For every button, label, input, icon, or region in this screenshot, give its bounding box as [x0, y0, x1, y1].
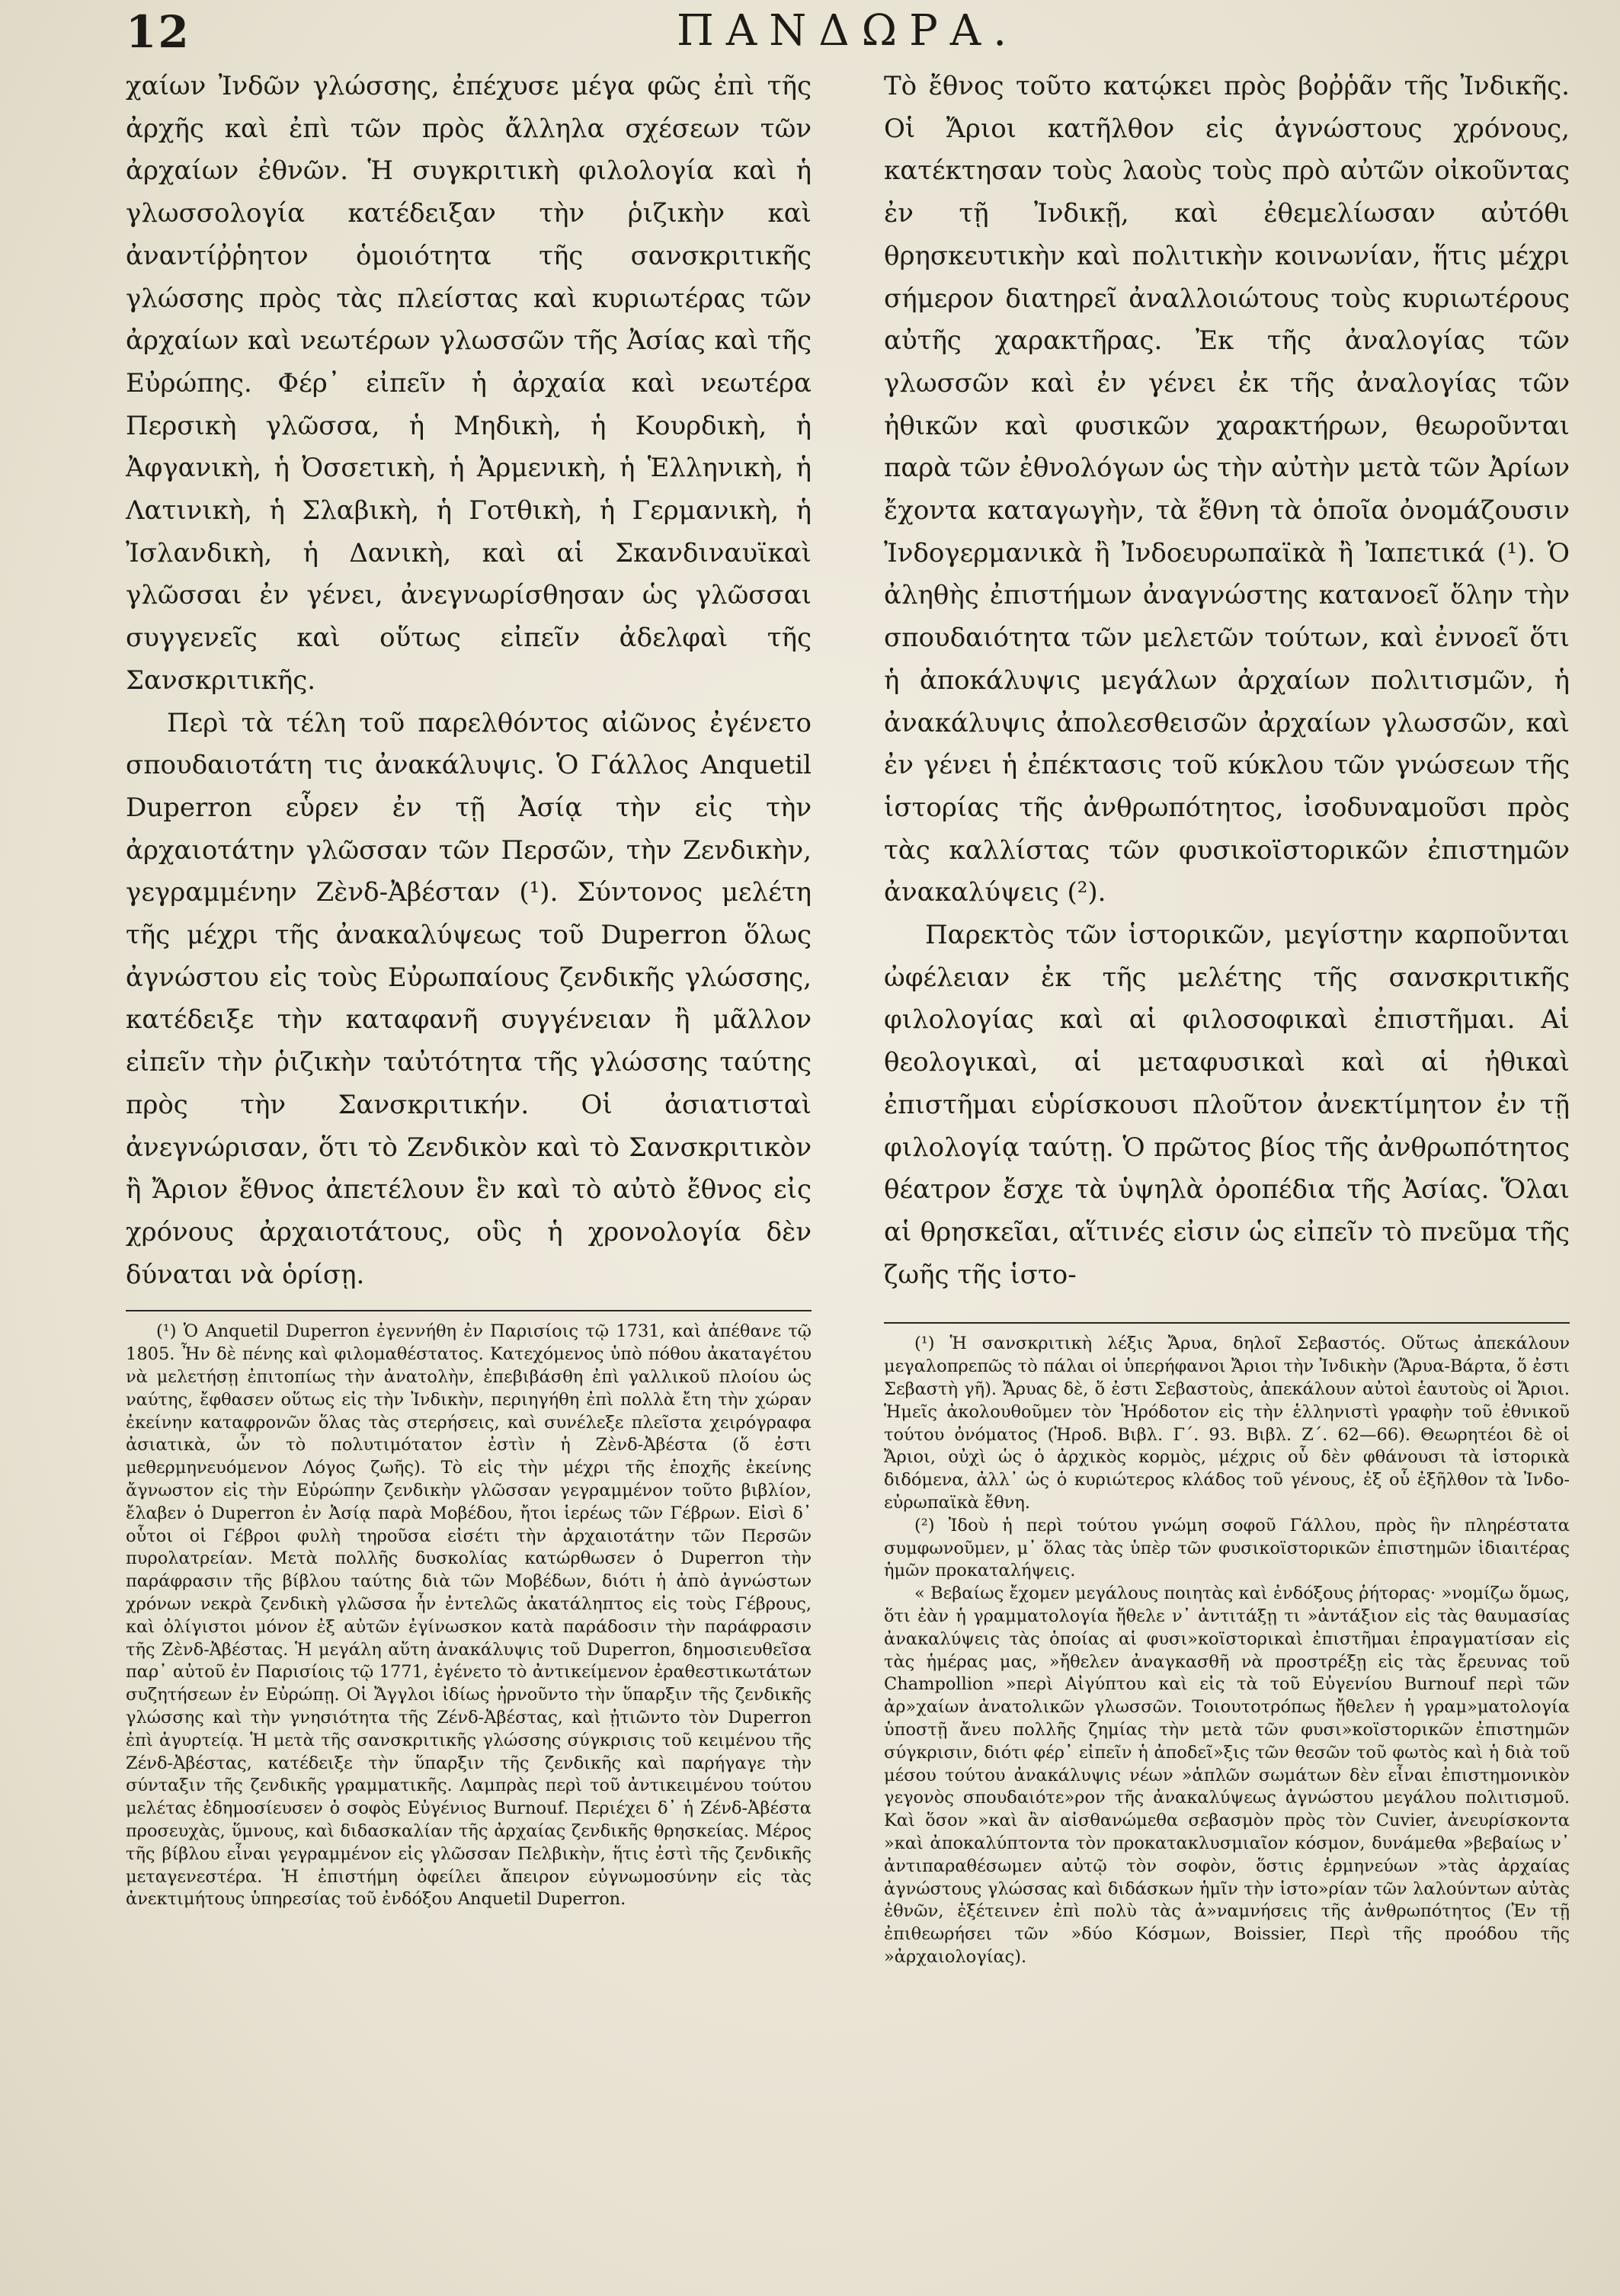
footnote-rule-right — [884, 1322, 1570, 1324]
right-footnotes — [884, 1333, 1570, 1968]
right-footnote-2: (²) Ἰδοὺ ἡ περὶ τούτου γνώμη σοφοῦ Γάλλου, πρὸς ἣν πληρέστατα συμφωνοῦμεν, μ᾽ ὅλας τὰς ὑπὲρ τῶν φυσικοϊστορικῶν ἐπιστημῶν ἰδιαιτέρας ἡμῶν προκαταλήψεις. — [884, 1515, 1570, 1581]
left-paragraph-2: Περὶ τὰ τέλη τοῦ παρελθόντος αἰῶνος ἐγένετο σπουδαιοτάτη τις ἀνακάλυψις. Ὁ Γάλλος Anquetil Duperron εὗρεν ἐν τῇ Ἀσίᾳ τὴν εἰς τὴν ἀρχαιοτάτην γλῶσσαν τῶν Περσῶν, τὴν Ζενδικὴν, γεγραμμένην Ζὲνδ-Ἀβέσταν (¹). Σύντονος μελέτη τῆς μέχρι τῆς ἀνακαλύψεως τοῦ Duperron ὅλως ἀγνώστου εἰς τοὺς Εὐρωπαίους ζενδικῆς γλώσσης, κατέδειξε τὴν καταφανῆ συγγένειαν ἢ μᾶλλον εἰπεῖν τὴν ῥιζικὴν ταὐτότητα τῆς γλώσσης ταύτης πρὸς τὴν Σανσκριτικήν. Οἱ ἀσιατισταὶ ἀνεγνώρισαν, ὅτι τὸ Ζενδικὸν καὶ τὸ Σανσκριτικὸν ἢ Ἄριον ἔθνος ἀπετέλουν ἓν καὶ τὸ αὐτὸ ἔθνος εἰς χρόνους ἀρχαιοτάτους, οὓς ἡ χρονολογία δὲν δύναται νὰ ὁρίσῃ. — [126, 707, 812, 1290]
footnote-rule-left — [126, 1310, 812, 1311]
right-footnote-quote: « Βεβαίως ἔχομεν μεγάλους ποιητὰς καὶ ἐνδόξους ῥήτορας· »νομίζω ὅμως, ὅτι ἐὰν ἡ γραμματολογία ἤθελε ν᾽ ἀντιτάξῃ τι »ἀντάξιον εἰς τὰς θαυμασίας ἀνακαλύψεις τὰς ὁποίας αἱ φυσι»κοϊστορικαὶ ἐπιστῆμαι ἐπραγματίσαν εἰς τὰς ἡμέρας μας, »ἤθελεν ἀναγκασθῆ νὰ προστρέξῃ εἰς τὰς ἔρευνας τοῦ Champollion »περὶ Αἰγύπτου καὶ εἰς τὰ τοῦ Εὐγενίου Burnouf περὶ τῶν ἀρ»χαίων ἀνατολικῶν γλωσσῶν. Τοιουτοτρόπως ἤθελεν ἡ γραμ»ματολογία ὑποστῇ ἄνευ πολλῆς ζημίας τὴν μετὰ τῶν φυσι»κοϊστορικῶν ἐπιστημῶν σύγκρισιν, διότι φέρ᾽ εἰπεῖν ἡ ἀποδεῖ»ξις τῶν θεσῶν τοῦ φωτὸς καὶ ἡ διὰ τοῦ μέσου τούτου ἀνακάλυψις νέων »ἁπλῶν σωμάτων δὲν εἶναι ἐπιστημονικὸν γεγονὸς σπουδαιότε»ρον τῆς ἀνακαλύψεως ἀγνώστου μεγάλου πολιτισμοῦ. Καὶ ὅσον »καὶ ἂν αἰσθανώμεθα σεβασμὸν πρὸς τὸν Cuvier, ἀνευρίσκοντα »καὶ ἀποκαλύπτοντα τὸν προκατακλυσμιαῖον κόσμον, δυνάμεθα »βεβαίως ν᾽ ἀντιπαραθέσωμεν αὐτῷ τὸν σοφὸν, ὅστις ἑρμηνεύων »τὰς ἀρχαίας ἀγνώστους γλώσσας καὶ διδάσκων ἡμῖν τὴν ἱστο»ρίαν τῶν λαλούντων αὐτὰς ἐθνῶν, ἐξέτεινεν ἐπὶ πολὺ τὰς ἀ»ναμνήσεις τῆς ἀνθρωπότητος (Ἐν τῇ ἐπιθεωρήσει τῶν »δύο Κόσμων, Boissier, Περὶ τῆς προόδου τῆς »ἀρχαιολογίας). — [884, 1584, 1570, 1967]
right-footnote-1: (¹) Ἡ σανσκριτικὴ λέξις Ἄρυα, δηλοῖ Σεβαστός. Οὕτως ἀπεκάλουν μεγαλοπρεπῶς τὸ πάλαι οἱ ὑπερήφανοι Ἄριοι τὴν Ἰνδικὴν (Ἄρυα-Βάρτα, ὅ ἐστι Σεβαστὴ γῆ). Ἄρυας δὲ, ὅ ἐστι Σεβαστοὺς, ἀπεκάλουν αὐτοὶ ἑαυτοὺς οἱ Ἄριοι. Ἡμεῖς ἀκολουθοῦμεν τὸν Ἡρόδοτον εἰς τὴν ἑλληνιστὶ γραφὴν τοῦ ἐθνικοῦ τούτου ὀνόματος (Ἡροδ. Βιβλ. Γ΄. 93. Βιβλ. Ζ΄. 62—66). Θεωρητέοι δὲ οἱ Ἄριοι, οὐχὶ ὡς ὁ ἀρχικὸς κορμὸς, μέχρις οὗ δὲν φθάνουσι τὰ ἱστορικὰ διδόμενα, ἀλλ᾽ ὡς ὁ κυριώτερος κλάδος τοῦ γένους, ἐξ οὗ ἐξῆλθον τὰ Ἰνδο-εὐρωπαϊκὰ ἔθνη. — [884, 1334, 1570, 1513]
running-title: ΠΑΝΔΩΡΑ. — [676, 6, 1020, 56]
page-number: 12 — [126, 6, 190, 58]
left-footnote-1: (¹) Ὁ Anquetil Duperron ἐγεννήθη ἐν Παρισίοις τῷ 1731, καὶ ἀπέθανε τῷ 1805. Ἦν δὲ πένης καὶ φιλομαθέστατος. Κατεχόμενος ὑπὸ πόθου ἀκαταγέτου νὰ μελετήσῃ ἐπιτοπίως τὴν ἀνατολὴν, ἐπεβιβάσθη ἐπὶ γαλλικοῦ πλοίου ὡς ναύτης, ἔφθασεν οὕτως εἰς τὴν Ἰνδικὴν, περιηγήθη ἐπὶ πολλὰ ἔτη τὴν χώραν ἐκείνην καταφρονῶν ὅλας τὰς στερήσεις, καὶ συνέλεξε πλεῖστα χειρόγραφα ἀσιατικὰ, ὧν τὸ πολυτιμότατον ἐστὶν ἡ Ζὲνδ-Ἀβέστα (ὅ ἐστι μεθερμηνευόμενον Λόγος ζωῆς). Τὸ εἰς τὴν μέχρι τῆς ἐποχῆς ἐκείνης ἄγνωστον εἰς τὴν Εὐρώπην ζενδικὴν γλῶσσαν γεγραμμένον τοῦτο βιβλίον, ἔλαβεν ὁ Duperron ἐν Ἀσίᾳ παρὰ Μοβέδου, ἤτοι ἱερέως τῶν Γέβρων. Εἰσὶ δ᾽ οὗτοι οἱ Γέβροι φυλὴ τηροῦσα εἰσέτι τὴν ἀρχαιοτάτην τῶν Περσῶν πυρολατρείαν. Μετὰ πολλῆς δυσκολίας κατώρθωσεν ὁ Duperron τὴν παράφρασιν τῆς βίβλου ταύτης διὰ τῶν Μοβέδων, διότι ἡ ἀπὸ ἀγνώστων χρόνων νεκρὰ ζενδικὴ γλῶσσα ἦν ἐντελῶς ἀκατάληπτος εἰς τοὺς Γέβρους, καὶ ὀλίγιστοι μόνον ἐξ αὐτῶν ἐγίνωσκον κατὰ παράδοσιν τὴν παράφρασιν τῆς Ζὲνδ-Ἀβέστας. Ἡ μεγάλη αὕτη ἀνακάλυψις τοῦ Duperron, δημοσιευθεῖσα παρ᾽ αὐτοῦ ἐν Παρισίοις τῷ 1771, ἐγένετο τὸ ἀντικείμενον ἐραθεστικωτάτων συζητήσεων ἐν Εὐρώπῃ. Οἱ Ἄγγλοι ἰδίως ἠρνοῦντο τὴν ὕπαρξιν τῆς ζενδικῆς γλώσσης καὶ τὴν γνησιότητα τῆς Ζένδ-Ἀβέστας, καὶ ᾐτιῶντο τὸν Duperron ἐπὶ ἀγυρτείᾳ. Ἡ μετὰ τῆς σανσκριτικῆς γλώσσης σύγκρισις τοῦ κειμένου τῆς Ζένδ-Ἀβέστας, κατέδειξε τὴν ὕπαρξιν τῆς ζενδικῆς καὶ παρήγαγε τὴν σύνταξιν τῆς ζενδικῆς γραμματικῆς. Λαμπρὰς περὶ τοῦ ἀντικειμένου τούτου μελέτας ἐδημοσίευσεν ὁ σοφὸς Εὐγένιος Burnouf. Περιέχει δ᾽ ἡ Ζένδ-Ἀβέστα προσευχὰς, ὕμνους, καὶ διδασκαλίαν τῆς ἀρχαίας ζενδικῆς θρησκείας. Μέρος τῆς βίβλου εἶναι γεγραμμένον εἰς γλῶσσαν Πελβικὴν, ἥτις ἐστὶ τῆς ζενδικῆς μεταγενεστέρα. Ἡ ἐπιστήμη ὀφείλει ἄπειρον εὐγνωμοσύνην εἰς τὰς ἀνεκτιμήτους ὑπηρεσίας τοῦ ἐνδόξου Anquetil Duperron. — [126, 1321, 812, 1910]
left-column — [126, 66, 812, 1911]
right-column — [884, 66, 1570, 1969]
left-body-text — [126, 66, 812, 1296]
right-paragraph-1: Τὸ ἔθνος τοῦτο κατῴκει πρὸς βοῤῥᾶν τῆς Ἰνδικῆς. Οἱ Ἄριοι κατῆλθον εἰς ἀγνώστους χρόνους, κατέκτησαν τοὺς λαοὺς τοὺς πρὸ αὐτῶν οἰκοῦντας ἐν τῇ Ἰνδικῇ, καὶ ἐθεμελίωσαν αὐτόθι θρησκευτικὴν καὶ πολιτικὴν κοινωνίαν, ἥτις μέχρι σήμερον διατηρεῖ ἀναλλοιώτους τοὺς κυριωτέρους αὐτῆς χαρακτῆρας. Ἐκ τῆς ἀναλογίας τῶν γλωσσῶν καὶ ἐν γένει ἐκ τῆς ἀναλογίας τῶν ἠθικῶν καὶ φυσικῶν χαρακτήρων, θεωροῦνται παρὰ τῶν ἐθνολόγων ὡς τὴν αὐτὴν μετὰ τῶν Ἀρίων ἔχοντα καταγωγὴν, τὰ ἔθνη τὰ ὁποῖα ὀνομάζουσιν Ἰνδογερμανικὰ ἢ Ἰνδοευρωπαϊκὰ ἢ Ἰαπετικά (¹). Ὁ ἀληθὴς ἐπιστήμων ἀναγνώστης κατανοεῖ ὅλην τὴν σπουδαιότητα τῶν μελετῶν τούτων, καὶ ἐννοεῖ ὅτι ἡ ἀποκάλυψις μεγάλων ἀρχαίων πολιτισμῶν, ἡ ἀνακάλυψις ἀπολεσθεισῶν ἀρχαίων γλωσσῶν, καὶ ἐν γένει ἡ ἐπέκτασις τοῦ κύκλου τῶν γνώσεων τῆς ἱστορίας τῆς ἀνθρωπότητος, ἰσοδυναμοῦσι πρὸς τὰς καλλίστας τῶν φυσικοϊστορικῶν ἐπιστημῶν ἀνακαλύψεις (²). — [884, 71, 1570, 908]
right-body-text — [884, 66, 1570, 1296]
right-paragraph-2: Παρεκτὸς τῶν ἱστορικῶν, μεγίστην καρποῦνται ὠφέλειαν ἐκ τῆς μελέτης τῆς σανσκριτικῆς φιλολογίας καὶ αἱ φιλοσοφικαὶ ἐπιστῆμαι. Αἱ θεολογικαὶ, αἱ μεταφυσικαὶ καὶ αἱ ἠθικαὶ ἐπιστῆμαι εὑρίσκουσι πλοῦτον ἀνεκτίμητον ἐν τῇ φιλολογίᾳ ταύτῃ. Ὁ πρῶτος βίος τῆς ἀνθρωπότητος θέατρον ἔσχε τὰ ὑψηλὰ ὀροπέδια τῆς Ἀσίας. Ὅλαι αἱ θρησκεῖαι, αἵτινές εἰσιν ὡς εἰπεῖν τὸ πνεῦμα τῆς ζωῆς τῆς ἱστο- — [884, 920, 1570, 1290]
left-footnotes — [126, 1321, 812, 1911]
left-paragraph-1: χαίων Ἰνδῶν γλώσσης, ἐπέχυσε μέγα φῶς ἐπὶ τῆς ἀρχῆς καὶ ἐπὶ τῶν πρὸς ἄλληλα σχέσεων τῶν ἀρχαίων ἐθνῶν. Ἡ συγκριτικὴ φιλολογία καὶ ἡ γλωσσολογία κατέδειξαν τὴν ῥιζικὴν καὶ ἀναντίῤῥητον ὁμοιότητα τῆς σανσκριτικῆς γλώσσης πρὸς τὰς πλείστας καὶ κυριωτέρας τῶν ἀρχαίων καὶ νεωτέρων γλωσσῶν τῆς Ἀσίας καὶ τῆς Εὐρώπης. Φέρ᾽ εἰπεῖν ἡ ἀρχαία καὶ νεωτέρα Περσικὴ γλῶσσα, ἡ Μηδικὴ, ἡ Κουρδικὴ, ἡ Ἀφγανικὴ, ἡ Ὀσσετικὴ, ἡ Ἀρμενικὴ, ἡ Ἑλληνικὴ, ἡ Λατινικὴ, ἡ Σλαβικὴ, ἡ Γοτθικὴ, ἡ Γερμανικὴ, ἡ Ἰσλανδικὴ, ἡ Δανικὴ, καὶ αἱ Σκανδιναυϊκαὶ γλῶσσαι ἐν γένει, ἀνεγνωρίσθησαν ὡς γλῶσσαι συγγενεῖς καὶ οὕτως εἰπεῖν ἀδελφαὶ τῆς Σανσκριτικῆς. — [126, 71, 812, 696]
running-header — [126, 6, 1570, 67]
